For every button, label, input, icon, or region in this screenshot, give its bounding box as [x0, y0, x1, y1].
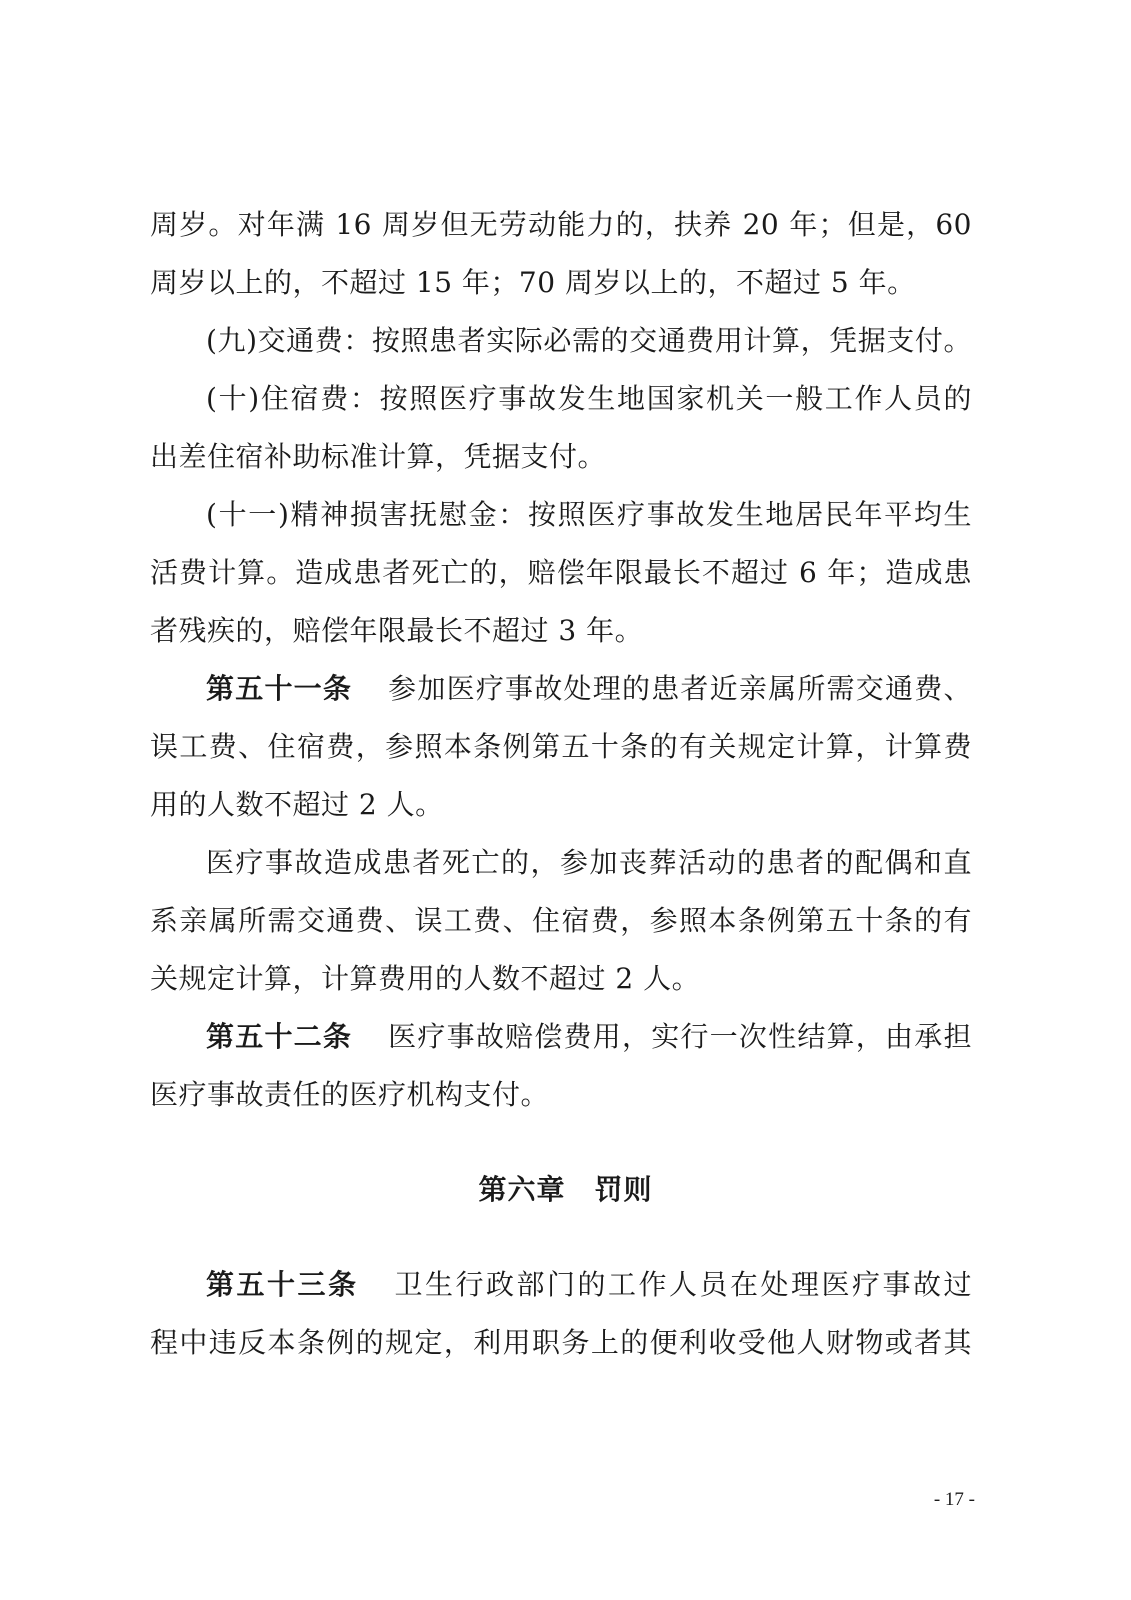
- text-line: (十)住宿费：按照医疗事故发生地国家机关一般工作人员的: [206, 382, 972, 415]
- text-line: 卫生行政部门的工作人员在处理医疗事故过: [394, 1268, 972, 1301]
- text-line: 误工费、住宿费，参照本条例第五十条的有关规定计算，计算费: [150, 730, 972, 763]
- text-line: (十一)精神损害抚慰金：按照医疗事故发生地居民年平均生: [206, 498, 972, 531]
- text-line: 用的人数不超过 2 人。: [150, 788, 444, 821]
- article-53-heading: 第五十三条: [206, 1268, 359, 1301]
- chapter-title: 第六章 罚则: [478, 1173, 653, 1206]
- text-line: 医疗事故造成患者死亡的，参加丧葬活动的患者的配偶和直: [206, 846, 972, 879]
- article-52-first-line: [206, 1017, 972, 1057]
- article-52-heading: 第五十二条: [206, 1020, 353, 1053]
- text-line: 参加医疗事故处理的患者近亲属所需交通费、: [388, 672, 972, 705]
- text-line: 关规定计算，计算费用的人数不超过 2 人。: [150, 962, 701, 995]
- text-line: 周岁以上的，不超过 15 年；70 周岁以上的，不超过 5 年。: [150, 266, 916, 299]
- article-51-heading: 第五十一条: [206, 672, 353, 705]
- text-line: 者残疾的，赔偿年限最长不超过 3 年。: [150, 614, 644, 647]
- text-line: 活费计算。造成患者死亡的，赔偿年限最长不超过 6 年；造成患: [150, 556, 972, 589]
- text-line: 医疗事故责任的医疗机构支付。: [150, 1078, 550, 1111]
- page-number: - 17 -: [933, 1489, 975, 1510]
- article-51-first-line: [206, 669, 972, 709]
- text-line: 周岁。对年满 16 周岁但无劳动能力的，扶养 20 年；但是，60: [150, 208, 972, 241]
- article-53-first-line: [206, 1265, 972, 1305]
- text-line: 医疗事故赔偿费用，实行一次性结算，由承担: [388, 1020, 972, 1053]
- text-line: 程中违反本条例的规定，利用职务上的便利收受他人财物或者其: [150, 1326, 972, 1359]
- text-line: 系亲属所需交通费、误工费、住宿费，参照本条例第五十条的有: [150, 904, 972, 937]
- text-line: (九)交通费：按照患者实际必需的交通费用计算，凭据支付。: [206, 324, 972, 357]
- text-line: 出差住宿补助标准计算，凭据支付。: [150, 440, 607, 473]
